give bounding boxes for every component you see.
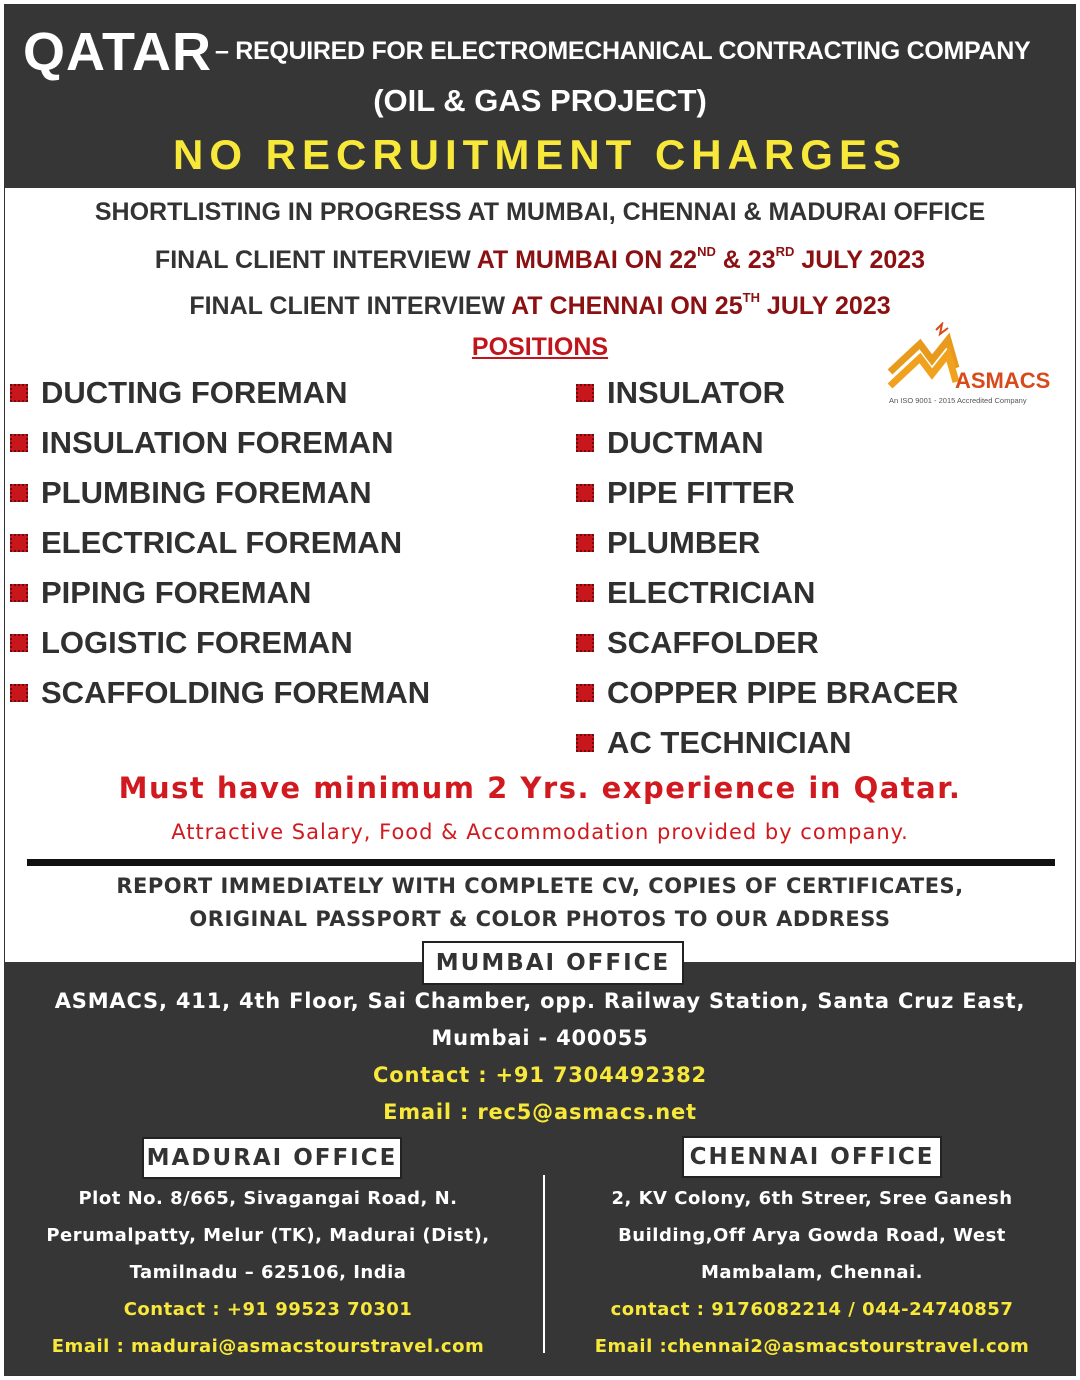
mumbai-email: Email : rec5@asmacs.net bbox=[383, 1100, 697, 1124]
position-label: DUCTMAN bbox=[607, 425, 764, 460]
date-suffix: TH bbox=[742, 290, 760, 305]
position-item bbox=[576, 518, 958, 568]
position-label: PIPE FITTER bbox=[607, 475, 795, 510]
position-item bbox=[576, 368, 958, 418]
madurai-office-label: MADURAI OFFICE bbox=[142, 1137, 402, 1179]
position-item bbox=[576, 468, 958, 518]
mumbai-contact: Contact : +91 7304492382 bbox=[373, 1063, 707, 1087]
square-bullet-icon bbox=[10, 634, 28, 652]
position-label: PLUMBING FOREMAN bbox=[41, 475, 372, 510]
position-item bbox=[576, 718, 958, 768]
interview-detail bbox=[477, 246, 925, 274]
mumbai-address-line-2: Mumbai - 400055 bbox=[431, 1026, 649, 1050]
mumbai-address-line-1: ASMACS, 411, 4th Floor, Sai Chamber, opp. Railway Station, Santa Cruz East, bbox=[54, 989, 1026, 1013]
position-item bbox=[576, 668, 958, 718]
position-label: INSULATION FOREMAN bbox=[41, 425, 394, 460]
madurai-address-line-3: Tamilnadu – 625106, India bbox=[129, 1262, 407, 1283]
position-label: ELECTRICAL FOREMAN bbox=[41, 525, 403, 560]
interview-date-part: JULY 2023 bbox=[759, 292, 891, 320]
chennai-address-line-2: Building,Off Arya Gowda Road, West bbox=[618, 1225, 1006, 1246]
square-bullet-icon bbox=[576, 684, 594, 702]
square-bullet-icon bbox=[576, 484, 594, 502]
logo-tagline: An ISO 9001 - 2015 Accredited Company bbox=[889, 396, 1027, 405]
report-line-1: REPORT IMMEDIATELY WITH COMPLETE CV, COPIES OF CERTIFICATES, bbox=[116, 874, 964, 898]
interview-detail bbox=[511, 292, 891, 320]
position-item bbox=[576, 418, 958, 468]
position-label: SCAFFOLDER bbox=[607, 625, 819, 660]
positions-left-column bbox=[10, 368, 430, 718]
square-bullet-icon bbox=[576, 734, 594, 752]
position-item bbox=[10, 468, 430, 518]
date-suffix: RD bbox=[775, 244, 795, 259]
position-item bbox=[10, 368, 430, 418]
square-bullet-icon bbox=[576, 534, 594, 552]
mumbai-office-label: MUMBAI OFFICE bbox=[422, 941, 684, 985]
report-line-2: ORIGINAL PASSPORT & COLOR PHOTOS TO OUR ADDRESS bbox=[189, 907, 891, 931]
chennai-contact: contact : 9176082214 / 044-24740857 bbox=[610, 1299, 1014, 1320]
madurai-email: Email : madurai@asmacstourstravel.com bbox=[51, 1336, 485, 1357]
madurai-address-line-1: Plot No. 8/665, Sivagangai Road, N. bbox=[78, 1188, 458, 1209]
position-item bbox=[10, 518, 430, 568]
positions-right-column bbox=[576, 368, 958, 768]
square-bullet-icon bbox=[576, 634, 594, 652]
position-label: PLUMBER bbox=[607, 525, 761, 560]
position-label: AC TECHNICIAN bbox=[607, 725, 852, 760]
square-bullet-icon bbox=[576, 434, 594, 452]
mumbai-interview-line bbox=[0, 244, 1080, 275]
square-bullet-icon bbox=[10, 384, 28, 402]
position-item bbox=[10, 618, 430, 668]
header-banner bbox=[5, 5, 1075, 188]
square-bullet-icon bbox=[10, 584, 28, 602]
position-label: ELECTRICIAN bbox=[607, 575, 816, 610]
position-item bbox=[10, 418, 430, 468]
madurai-address-line-2: Perumalpatty, Melur (TK), Madurai (Dist), bbox=[46, 1225, 490, 1246]
interview-date-part: AT MUMBAI ON 22 bbox=[476, 246, 698, 274]
project-subtitle: (OIL & GAS PROJECT) bbox=[373, 83, 707, 118]
interview-prefix: FINAL CLIENT INTERVIEW bbox=[154, 246, 477, 274]
square-bullet-icon bbox=[576, 584, 594, 602]
shortlisting-line: SHORTLISTING IN PROGRESS AT MUMBAI, CHENNAI & MADURAI OFFICE bbox=[94, 198, 986, 226]
square-bullet-icon bbox=[10, 684, 28, 702]
position-item bbox=[576, 568, 958, 618]
position-item bbox=[576, 618, 958, 668]
position-label: COPPER PIPE BRACER bbox=[607, 675, 959, 710]
position-item bbox=[10, 568, 430, 618]
interview-prefix: FINAL CLIENT INTERVIEW bbox=[189, 292, 512, 320]
madurai-contact: Contact : +91 99523 70301 bbox=[123, 1299, 413, 1320]
office-divider bbox=[543, 1175, 545, 1353]
interview-date-part: AT CHENNAI ON 25 bbox=[511, 292, 743, 320]
no-charges-heading: NO RECRUITMENT CHARGES bbox=[172, 131, 907, 178]
positions-heading: POSITIONS bbox=[471, 333, 609, 361]
benefits-text: Attractive Salary, Food & Accommodation provided by company. bbox=[171, 820, 909, 844]
chennai-address-line-3: Mambalam, Chennai. bbox=[700, 1262, 924, 1283]
square-bullet-icon bbox=[576, 384, 594, 402]
square-bullet-icon bbox=[10, 434, 28, 452]
square-bullet-icon bbox=[10, 534, 28, 552]
position-label: INSULATOR bbox=[607, 375, 785, 410]
requirement-text: – REQUIRED FOR ELECTROMECHANICAL CONTRACTING COMPANY bbox=[215, 37, 1031, 65]
position-label: PIPING FOREMAN bbox=[41, 575, 312, 610]
position-item bbox=[10, 668, 430, 718]
position-label: SCAFFOLDING FOREMAN bbox=[41, 675, 431, 710]
chennai-interview-line bbox=[0, 290, 1080, 321]
interview-date-part: JULY 2023 bbox=[794, 246, 926, 274]
divider-rule bbox=[27, 859, 1055, 866]
chennai-email: Email :chennai2@asmacstourstravel.com bbox=[594, 1336, 1030, 1357]
square-bullet-icon bbox=[10, 484, 28, 502]
interview-date-part: & 23 bbox=[715, 246, 776, 274]
country-title: QATAR bbox=[23, 22, 212, 82]
position-label: DUCTING FOREMAN bbox=[41, 375, 348, 410]
chennai-office-label: CHENNAI OFFICE bbox=[682, 1136, 942, 1178]
date-suffix: ND bbox=[697, 244, 716, 259]
logo-name: ASMACS bbox=[955, 368, 1051, 393]
chennai-address-line-1: 2, KV Colony, 6th Streer, Sree Ganesh bbox=[611, 1188, 1013, 1209]
experience-requirement: Must have minimum 2 Yrs. experience in Qatar. bbox=[118, 771, 962, 805]
position-label: LOGISTIC FOREMAN bbox=[41, 625, 353, 660]
